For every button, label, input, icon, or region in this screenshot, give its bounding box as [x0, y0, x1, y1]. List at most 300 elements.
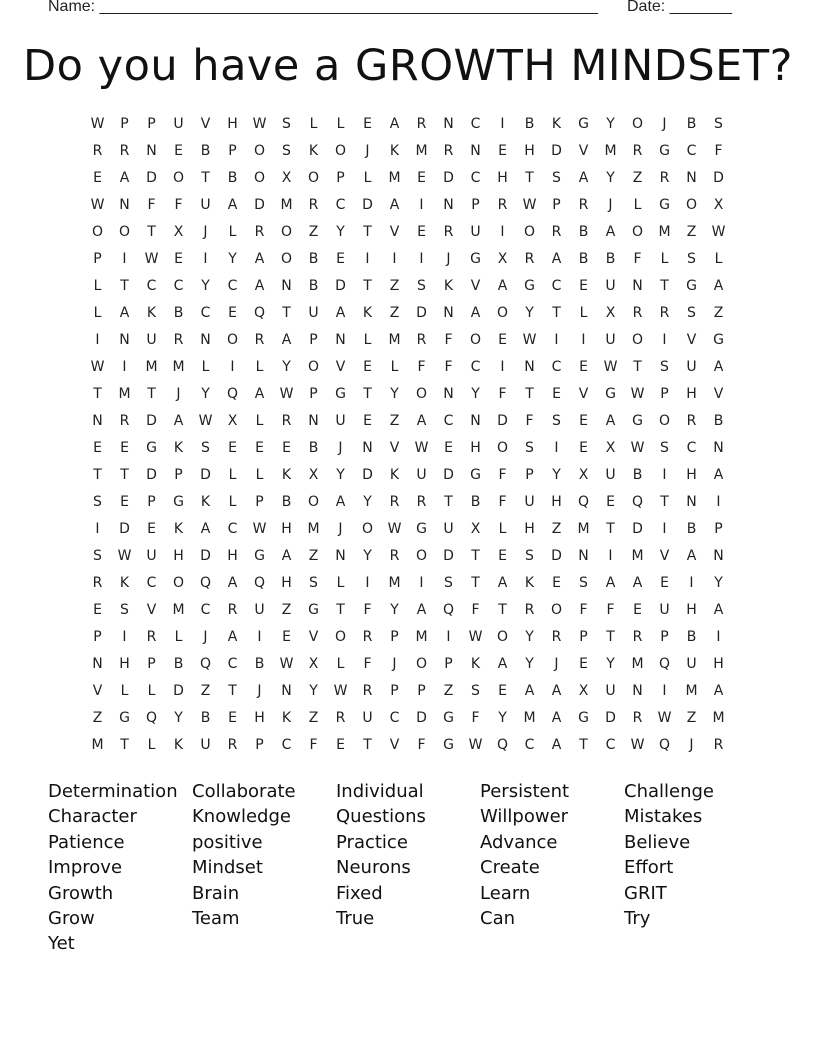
- grid-letter[interactable]: W: [603, 359, 618, 375]
- grid-letter[interactable]: A: [713, 467, 724, 483]
- grid-letter[interactable]: P: [390, 629, 399, 645]
- grid-letter[interactable]: A: [713, 602, 724, 618]
- grid-letter[interactable]: V: [389, 224, 400, 240]
- grid-letter[interactable]: I: [203, 251, 208, 267]
- grid-letter[interactable]: V: [470, 278, 481, 294]
- grid-letter[interactable]: Z: [551, 521, 562, 537]
- grid-letter[interactable]: L: [228, 224, 237, 240]
- grid-letter[interactable]: D: [173, 683, 184, 699]
- grid-letter[interactable]: J: [608, 197, 613, 213]
- grid-letter[interactable]: A: [713, 278, 724, 294]
- grid-letter[interactable]: D: [146, 467, 157, 483]
- grid-letter[interactable]: P: [417, 683, 426, 699]
- grid-letter[interactable]: D: [146, 170, 157, 186]
- grid-letter[interactable]: U: [308, 305, 319, 321]
- grid-letter[interactable]: S: [714, 116, 723, 132]
- grid-letter[interactable]: P: [147, 116, 156, 132]
- grid-letter[interactable]: Q: [253, 575, 266, 591]
- grid-letter[interactable]: P: [579, 629, 588, 645]
- grid-letter[interactable]: G: [443, 737, 454, 753]
- grid-letter[interactable]: G: [254, 548, 265, 564]
- grid-letter[interactable]: D: [551, 548, 562, 564]
- grid-letter[interactable]: N: [713, 548, 724, 564]
- grid-letter[interactable]: R: [227, 602, 238, 618]
- grid-letter[interactable]: S: [417, 278, 426, 294]
- grid-letter[interactable]: H: [470, 440, 481, 456]
- grid-letter[interactable]: L: [147, 683, 156, 699]
- grid-letter[interactable]: R: [335, 710, 346, 726]
- grid-letter[interactable]: O: [631, 332, 644, 348]
- name-field[interactable]: Name: ________________________________________________________: [48, 0, 598, 15]
- grid-letter[interactable]: C: [173, 278, 184, 294]
- grid-letter[interactable]: F: [498, 386, 507, 402]
- grid-letter[interactable]: N: [335, 548, 346, 564]
- grid-letter[interactable]: L: [660, 251, 669, 267]
- grid-letter[interactable]: W: [630, 737, 645, 753]
- grid-letter[interactable]: X: [578, 683, 589, 699]
- grid-letter[interactable]: E: [579, 440, 588, 456]
- grid-letter[interactable]: U: [605, 278, 616, 294]
- grid-letter[interactable]: A: [389, 116, 400, 132]
- grid-letter[interactable]: A: [335, 305, 346, 321]
- grid-letter[interactable]: Y: [552, 467, 561, 483]
- grid-letter[interactable]: A: [416, 602, 427, 618]
- grid-letter[interactable]: A: [497, 656, 508, 672]
- grid-letter[interactable]: T: [363, 224, 372, 240]
- grid-letter[interactable]: C: [470, 170, 481, 186]
- grid-letter[interactable]: I: [689, 575, 694, 591]
- grid-letter[interactable]: H: [686, 386, 697, 402]
- grid-letter[interactable]: T: [147, 386, 156, 402]
- grid-letter[interactable]: Z: [200, 683, 211, 699]
- grid-letter[interactable]: S: [525, 548, 534, 564]
- grid-letter[interactable]: B: [686, 521, 697, 537]
- grid-letter[interactable]: D: [443, 170, 454, 186]
- grid-letter[interactable]: E: [174, 251, 183, 267]
- grid-letter[interactable]: C: [524, 737, 535, 753]
- grid-letter[interactable]: A: [335, 494, 346, 510]
- grid-letter[interactable]: C: [686, 143, 697, 159]
- grid-letter[interactable]: I: [554, 332, 559, 348]
- grid-letter[interactable]: E: [498, 548, 507, 564]
- grid-letter[interactable]: T: [120, 278, 129, 294]
- grid-letter[interactable]: B: [200, 143, 211, 159]
- grid-letter[interactable]: B: [686, 629, 697, 645]
- grid-letter[interactable]: O: [118, 224, 131, 240]
- grid-letter[interactable]: M: [307, 521, 320, 537]
- grid-letter[interactable]: F: [579, 602, 588, 618]
- grid-letter[interactable]: F: [606, 602, 615, 618]
- grid-letter[interactable]: P: [714, 521, 723, 537]
- grid-letter[interactable]: F: [363, 656, 372, 672]
- grid-letter[interactable]: N: [443, 116, 454, 132]
- grid-letter[interactable]: B: [524, 116, 535, 132]
- grid-letter[interactable]: P: [255, 494, 264, 510]
- grid-letter[interactable]: O: [415, 548, 428, 564]
- grid-letter[interactable]: U: [146, 548, 157, 564]
- grid-letter[interactable]: Y: [363, 494, 372, 510]
- grid-letter[interactable]: I: [419, 197, 424, 213]
- grid-letter[interactable]: I: [662, 467, 667, 483]
- grid-letter[interactable]: P: [471, 197, 480, 213]
- grid-letter[interactable]: H: [227, 116, 238, 132]
- grid-letter[interactable]: Y: [201, 278, 210, 294]
- grid-letter[interactable]: P: [444, 656, 453, 672]
- grid-letter[interactable]: L: [363, 332, 372, 348]
- grid-letter[interactable]: M: [145, 359, 158, 375]
- grid-letter[interactable]: J: [365, 143, 370, 159]
- grid-letter[interactable]: R: [416, 116, 427, 132]
- grid-letter[interactable]: I: [500, 224, 505, 240]
- grid-letter[interactable]: W: [279, 656, 294, 672]
- grid-letter[interactable]: T: [633, 359, 642, 375]
- grid-letter[interactable]: P: [93, 629, 102, 645]
- grid-letter[interactable]: R: [632, 710, 643, 726]
- grid-letter[interactable]: F: [309, 737, 318, 753]
- grid-letter[interactable]: Z: [308, 548, 319, 564]
- grid-letter[interactable]: R: [416, 332, 427, 348]
- grid-letter[interactable]: M: [280, 197, 293, 213]
- grid-letter[interactable]: T: [120, 737, 129, 753]
- grid-letter[interactable]: W: [252, 521, 267, 537]
- grid-letter[interactable]: Q: [199, 656, 212, 672]
- grid-letter[interactable]: T: [228, 683, 237, 699]
- grid-letter[interactable]: H: [497, 170, 508, 186]
- grid-letter[interactable]: H: [713, 656, 724, 672]
- grid-letter[interactable]: B: [281, 494, 292, 510]
- grid-letter[interactable]: Y: [174, 710, 183, 726]
- grid-letter[interactable]: T: [93, 467, 102, 483]
- grid-letter[interactable]: Q: [253, 305, 266, 321]
- grid-letter[interactable]: Y: [606, 656, 615, 672]
- grid-letter[interactable]: R: [173, 332, 184, 348]
- grid-letter[interactable]: Y: [606, 170, 615, 186]
- grid-letter[interactable]: W: [279, 386, 294, 402]
- grid-letter[interactable]: C: [470, 116, 481, 132]
- grid-letter[interactable]: W: [522, 197, 537, 213]
- grid-letter[interactable]: U: [443, 521, 454, 537]
- grid-letter[interactable]: P: [147, 494, 156, 510]
- grid-letter[interactable]: X: [578, 467, 589, 483]
- grid-letter[interactable]: X: [470, 521, 481, 537]
- grid-letter[interactable]: K: [362, 305, 373, 321]
- grid-letter[interactable]: T: [660, 278, 669, 294]
- grid-letter[interactable]: A: [227, 197, 238, 213]
- grid-letter[interactable]: N: [470, 143, 481, 159]
- grid-letter[interactable]: K: [119, 575, 130, 591]
- grid-letter[interactable]: E: [120, 440, 129, 456]
- grid-letter[interactable]: R: [632, 143, 643, 159]
- grid-letter[interactable]: S: [687, 251, 696, 267]
- grid-letter[interactable]: A: [497, 575, 508, 591]
- grid-letter[interactable]: P: [309, 386, 318, 402]
- grid-letter[interactable]: G: [416, 521, 427, 537]
- grid-letter[interactable]: R: [659, 305, 670, 321]
- grid-letter[interactable]: O: [172, 575, 185, 591]
- grid-letter[interactable]: O: [334, 143, 347, 159]
- grid-letter[interactable]: E: [363, 116, 372, 132]
- grid-letter[interactable]: B: [308, 278, 319, 294]
- grid-letter[interactable]: I: [554, 440, 559, 456]
- grid-letter[interactable]: A: [551, 251, 562, 267]
- grid-letter[interactable]: J: [338, 521, 343, 537]
- grid-letter[interactable]: S: [282, 143, 291, 159]
- grid-letter[interactable]: O: [415, 656, 428, 672]
- grid-letter[interactable]: G: [470, 467, 481, 483]
- grid-letter[interactable]: C: [281, 737, 292, 753]
- grid-letter[interactable]: D: [443, 548, 454, 564]
- grid-letter[interactable]: C: [551, 359, 562, 375]
- grid-letter[interactable]: J: [662, 116, 667, 132]
- grid-letter[interactable]: G: [443, 710, 454, 726]
- grid-letter[interactable]: U: [173, 116, 184, 132]
- grid-letter[interactable]: F: [714, 143, 723, 159]
- grid-letter[interactable]: E: [633, 602, 642, 618]
- grid-letter[interactable]: V: [200, 116, 211, 132]
- grid-letter[interactable]: S: [471, 683, 480, 699]
- grid-letter[interactable]: I: [122, 629, 127, 645]
- grid-letter[interactable]: T: [444, 494, 453, 510]
- grid-letter[interactable]: T: [363, 737, 372, 753]
- grid-letter[interactable]: I: [122, 359, 127, 375]
- grid-letter[interactable]: J: [338, 440, 343, 456]
- grid-letter[interactable]: L: [498, 521, 507, 537]
- grid-letter[interactable]: E: [417, 224, 426, 240]
- grid-letter[interactable]: M: [172, 602, 185, 618]
- grid-letter[interactable]: A: [470, 305, 481, 321]
- grid-letter[interactable]: P: [255, 737, 264, 753]
- grid-letter[interactable]: R: [146, 629, 157, 645]
- grid-letter[interactable]: H: [686, 602, 697, 618]
- grid-letter[interactable]: Y: [309, 683, 318, 699]
- grid-letter[interactable]: Z: [308, 224, 319, 240]
- grid-letter[interactable]: H: [227, 548, 238, 564]
- grid-letter[interactable]: N: [200, 332, 211, 348]
- grid-letter[interactable]: G: [605, 386, 616, 402]
- grid-letter[interactable]: Y: [390, 602, 399, 618]
- grid-letter[interactable]: D: [551, 143, 562, 159]
- grid-letter[interactable]: Z: [92, 710, 103, 726]
- grid-letter[interactable]: S: [93, 548, 102, 564]
- grid-letter[interactable]: N: [92, 413, 103, 429]
- grid-letter[interactable]: M: [685, 683, 698, 699]
- grid-letter[interactable]: B: [308, 440, 319, 456]
- grid-letter[interactable]: L: [93, 278, 102, 294]
- grid-letter[interactable]: B: [713, 413, 724, 429]
- grid-letter[interactable]: J: [203, 224, 208, 240]
- grid-letter[interactable]: A: [389, 197, 400, 213]
- grid-letter[interactable]: A: [551, 710, 562, 726]
- grid-letter[interactable]: B: [686, 116, 697, 132]
- grid-letter[interactable]: H: [524, 521, 535, 537]
- grid-letter[interactable]: F: [471, 602, 480, 618]
- grid-letter[interactable]: R: [119, 143, 130, 159]
- grid-letter[interactable]: B: [632, 467, 643, 483]
- grid-letter[interactable]: W: [522, 332, 537, 348]
- grid-letter[interactable]: A: [713, 683, 724, 699]
- grid-letter[interactable]: K: [470, 656, 481, 672]
- grid-letter[interactable]: V: [146, 602, 157, 618]
- grid-letter[interactable]: L: [579, 305, 588, 321]
- grid-letter[interactable]: K: [173, 440, 184, 456]
- grid-letter[interactable]: B: [605, 251, 616, 267]
- grid-letter[interactable]: T: [525, 170, 534, 186]
- grid-letter[interactable]: Y: [714, 575, 723, 591]
- grid-letter[interactable]: A: [281, 332, 292, 348]
- grid-letter[interactable]: F: [417, 359, 426, 375]
- grid-letter[interactable]: M: [523, 710, 536, 726]
- grid-letter[interactable]: K: [200, 494, 211, 510]
- grid-letter[interactable]: R: [686, 413, 697, 429]
- grid-letter[interactable]: E: [552, 386, 561, 402]
- grid-letter[interactable]: L: [336, 656, 345, 672]
- grid-letter[interactable]: E: [120, 494, 129, 510]
- grid-letter[interactable]: U: [659, 602, 670, 618]
- grid-letter[interactable]: N: [443, 305, 454, 321]
- grid-letter[interactable]: I: [365, 251, 370, 267]
- grid-letter[interactable]: E: [336, 737, 345, 753]
- grid-letter[interactable]: O: [631, 224, 644, 240]
- grid-letter[interactable]: R: [497, 197, 508, 213]
- grid-letter[interactable]: R: [227, 737, 238, 753]
- grid-letter[interactable]: P: [228, 143, 237, 159]
- grid-letter[interactable]: J: [176, 386, 181, 402]
- grid-letter[interactable]: J: [392, 656, 397, 672]
- grid-letter[interactable]: G: [659, 143, 670, 159]
- grid-letter[interactable]: N: [92, 656, 103, 672]
- grid-letter[interactable]: L: [633, 197, 642, 213]
- grid-letter[interactable]: T: [525, 386, 534, 402]
- grid-letter[interactable]: R: [389, 494, 400, 510]
- grid-letter[interactable]: O: [280, 251, 293, 267]
- grid-letter[interactable]: K: [551, 116, 562, 132]
- grid-letter[interactable]: R: [389, 548, 400, 564]
- grid-letter[interactable]: A: [254, 251, 265, 267]
- grid-letter[interactable]: G: [146, 440, 157, 456]
- grid-letter[interactable]: Z: [389, 278, 400, 294]
- grid-letter[interactable]: I: [257, 629, 262, 645]
- grid-letter[interactable]: R: [632, 629, 643, 645]
- grid-letter[interactable]: C: [200, 602, 211, 618]
- grid-letter[interactable]: L: [201, 359, 210, 375]
- grid-letter[interactable]: N: [443, 386, 454, 402]
- grid-letter[interactable]: J: [446, 251, 451, 267]
- grid-letter[interactable]: G: [713, 332, 724, 348]
- grid-letter[interactable]: D: [335, 278, 346, 294]
- grid-letter[interactable]: A: [254, 386, 265, 402]
- grid-letter[interactable]: I: [662, 332, 667, 348]
- grid-letter[interactable]: P: [336, 170, 345, 186]
- grid-letter[interactable]: Y: [498, 710, 507, 726]
- grid-letter[interactable]: A: [605, 575, 616, 591]
- grid-letter[interactable]: T: [606, 521, 615, 537]
- grid-letter[interactable]: O: [631, 116, 644, 132]
- grid-letter[interactable]: A: [605, 413, 616, 429]
- grid-letter[interactable]: W: [198, 413, 213, 429]
- grid-letter[interactable]: V: [713, 386, 724, 402]
- grid-letter[interactable]: L: [228, 467, 237, 483]
- grid-letter[interactable]: G: [119, 710, 130, 726]
- grid-letter[interactable]: T: [363, 386, 372, 402]
- grid-letter[interactable]: P: [93, 251, 102, 267]
- grid-letter[interactable]: Y: [525, 305, 534, 321]
- grid-letter[interactable]: W: [144, 251, 159, 267]
- grid-letter[interactable]: E: [228, 440, 237, 456]
- grid-letter[interactable]: K: [524, 575, 535, 591]
- grid-letter[interactable]: N: [362, 440, 373, 456]
- grid-letter[interactable]: P: [552, 197, 561, 213]
- grid-letter[interactable]: D: [443, 467, 454, 483]
- grid-letter[interactable]: E: [579, 278, 588, 294]
- grid-letter[interactable]: O: [307, 170, 320, 186]
- grid-letter[interactable]: P: [309, 332, 318, 348]
- grid-letter[interactable]: T: [498, 602, 507, 618]
- grid-letter[interactable]: R: [578, 197, 589, 213]
- grid-letter[interactable]: B: [308, 251, 319, 267]
- grid-letter[interactable]: J: [257, 683, 262, 699]
- grid-letter[interactable]: I: [95, 332, 100, 348]
- grid-letter[interactable]: Y: [390, 386, 399, 402]
- grid-letter[interactable]: Z: [686, 224, 697, 240]
- grid-letter[interactable]: L: [309, 116, 318, 132]
- grid-letter[interactable]: C: [551, 278, 562, 294]
- grid-letter[interactable]: F: [498, 494, 507, 510]
- grid-letter[interactable]: M: [388, 332, 401, 348]
- grid-letter[interactable]: E: [579, 359, 588, 375]
- grid-letter[interactable]: L: [93, 305, 102, 321]
- grid-letter[interactable]: D: [605, 710, 616, 726]
- grid-letter[interactable]: G: [578, 116, 589, 132]
- grid-letter[interactable]: M: [388, 575, 401, 591]
- grid-letter[interactable]: D: [362, 467, 373, 483]
- grid-letter[interactable]: C: [335, 197, 346, 213]
- grid-letter[interactable]: C: [443, 413, 454, 429]
- grid-letter[interactable]: H: [551, 494, 562, 510]
- grid-letter[interactable]: G: [632, 413, 643, 429]
- grid-letter[interactable]: O: [334, 629, 347, 645]
- grid-letter[interactable]: G: [659, 197, 670, 213]
- grid-letter[interactable]: S: [687, 305, 696, 321]
- grid-letter[interactable]: D: [362, 197, 373, 213]
- grid-letter[interactable]: D: [632, 521, 643, 537]
- grid-letter[interactable]: T: [471, 575, 480, 591]
- grid-letter[interactable]: S: [282, 116, 291, 132]
- grid-letter[interactable]: O: [550, 602, 563, 618]
- grid-letter[interactable]: N: [578, 548, 589, 564]
- grid-letter[interactable]: B: [254, 656, 265, 672]
- grid-letter[interactable]: L: [174, 629, 183, 645]
- grid-letter[interactable]: O: [280, 224, 293, 240]
- grid-letter[interactable]: U: [686, 359, 697, 375]
- grid-letter[interactable]: C: [200, 305, 211, 321]
- grid-letter[interactable]: A: [524, 683, 535, 699]
- grid-letter[interactable]: I: [662, 521, 667, 537]
- grid-letter[interactable]: O: [307, 494, 320, 510]
- grid-letter[interactable]: I: [419, 251, 424, 267]
- grid-letter[interactable]: V: [578, 386, 589, 402]
- grid-letter[interactable]: T: [363, 278, 372, 294]
- grid-letter[interactable]: D: [200, 548, 211, 564]
- grid-letter[interactable]: G: [524, 278, 535, 294]
- grid-letter[interactable]: A: [227, 629, 238, 645]
- grid-letter[interactable]: R: [416, 494, 427, 510]
- grid-letter[interactable]: X: [497, 251, 508, 267]
- grid-letter[interactable]: I: [716, 629, 721, 645]
- grid-letter[interactable]: P: [660, 629, 669, 645]
- grid-letter[interactable]: Z: [308, 710, 319, 726]
- grid-letter[interactable]: E: [255, 440, 264, 456]
- grid-letter[interactable]: K: [173, 737, 184, 753]
